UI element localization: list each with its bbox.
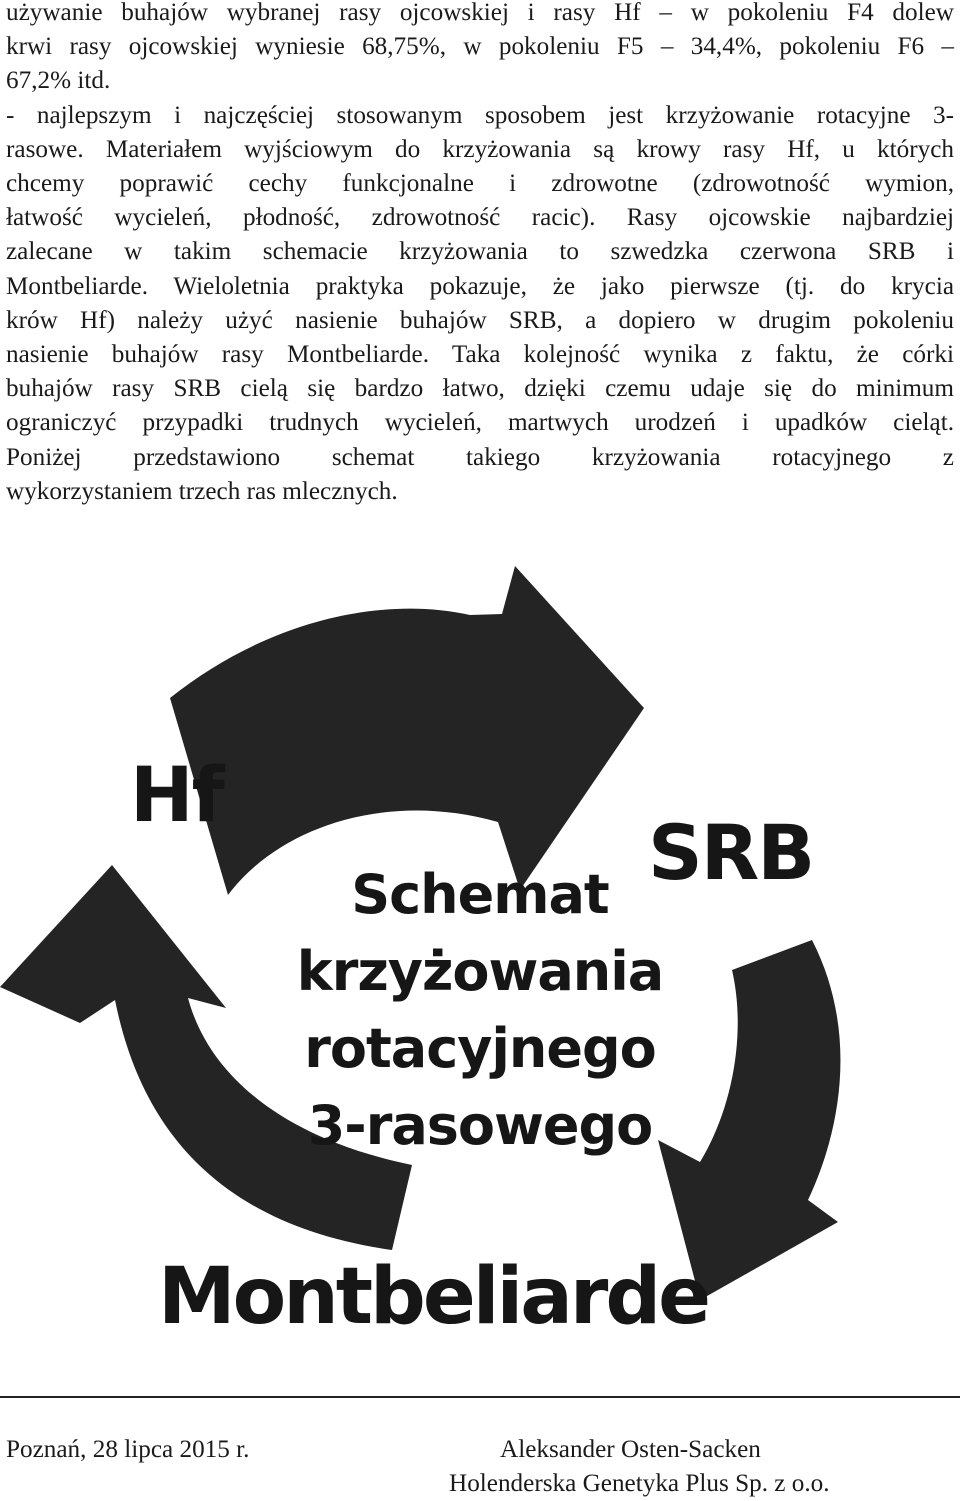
text-line: używanie buhajów wybranej rasy ojcowskiej i rasy Hf – w pokoleniu F4 dolew xyxy=(6,0,954,26)
diagram-title-line: 3-rasowego xyxy=(307,1094,653,1157)
text-line: ograniczyć przypadki trudnych wycieleń, martwych urodzeń i upadków cieląt. xyxy=(6,409,954,437)
text-line: 67,2% itd. xyxy=(6,67,111,95)
text-line: buhajów rasy SRB cielą się bardzo łatwo, dzięki czemu udaje się do minimum xyxy=(6,375,954,403)
arrow-hf-to-srb xyxy=(170,566,644,895)
footer-company: Holenderska Genetyka Plus Sp. z o.o. xyxy=(449,1470,830,1497)
diagram-title-line: rotacyjnego xyxy=(304,1017,656,1080)
text-line: - najlepszym i najczęściej stosowanym sposobem jest krzyżowanie rotacyjne 3- xyxy=(6,101,954,129)
text-line: krwi rasy ojcowskiej wyniesie 68,75%, w pokoleniu F5 – 34,4%, pokoleniu F6 – xyxy=(6,33,954,61)
text-line: rasowe. Materiałem wyjściowym do krzyżowania są krowy rasy Hf, u których xyxy=(6,135,954,163)
text-line: krów Hf) należy użyć nasienie buhajów SRB, a dopiero w drugim pokoleniu xyxy=(6,306,954,334)
text-line: nasienie buhajów rasy Montbeliarde. Taka kolejność wynika z faktu, że córki xyxy=(6,341,954,369)
text-line: wykorzystaniem trzech ras mlecznych. xyxy=(6,477,398,505)
paragraph-1 xyxy=(6,0,954,99)
footer-author: Aleksander Osten-Sacken xyxy=(500,1436,761,1463)
diagram-title-line: Schemat xyxy=(351,863,609,926)
document-body xyxy=(6,0,954,509)
breed-label-montbeliarde: Montbeliarde xyxy=(158,1252,709,1342)
breed-label-hf: Hf xyxy=(130,750,223,839)
rotational-crossing-diagram xyxy=(0,560,960,1350)
text-line: chcemy poprawić cechy funkcjonalne i zdrowotne (zdrowotność wymion, xyxy=(6,170,954,198)
text-line: zalecane w takim schemacie krzyżowania to szwedzka czerwona SRB i xyxy=(6,238,954,266)
footer-place-date: Poznań, 28 lipca 2015 r. xyxy=(6,1436,250,1463)
footer-divider xyxy=(0,1396,960,1398)
diagram-title xyxy=(230,856,730,1164)
text-line: Montbeliarde. Wieloletnia praktyka pokazuje, że jako pierwsze (tj. do krycia xyxy=(6,272,954,300)
text-line: Poniżej przedstawiono schemat takiego krzyżowania rotacyjnego z xyxy=(6,443,954,471)
breed-label-srb: SRB xyxy=(648,808,814,897)
diagram-title-line: krzyżowania xyxy=(296,940,664,1003)
text-line: łatwość wycieleń, płodność, zdrowotność racic). Rasy ojcowskie najbardziej xyxy=(6,204,954,232)
paragraph-2 xyxy=(6,99,954,509)
